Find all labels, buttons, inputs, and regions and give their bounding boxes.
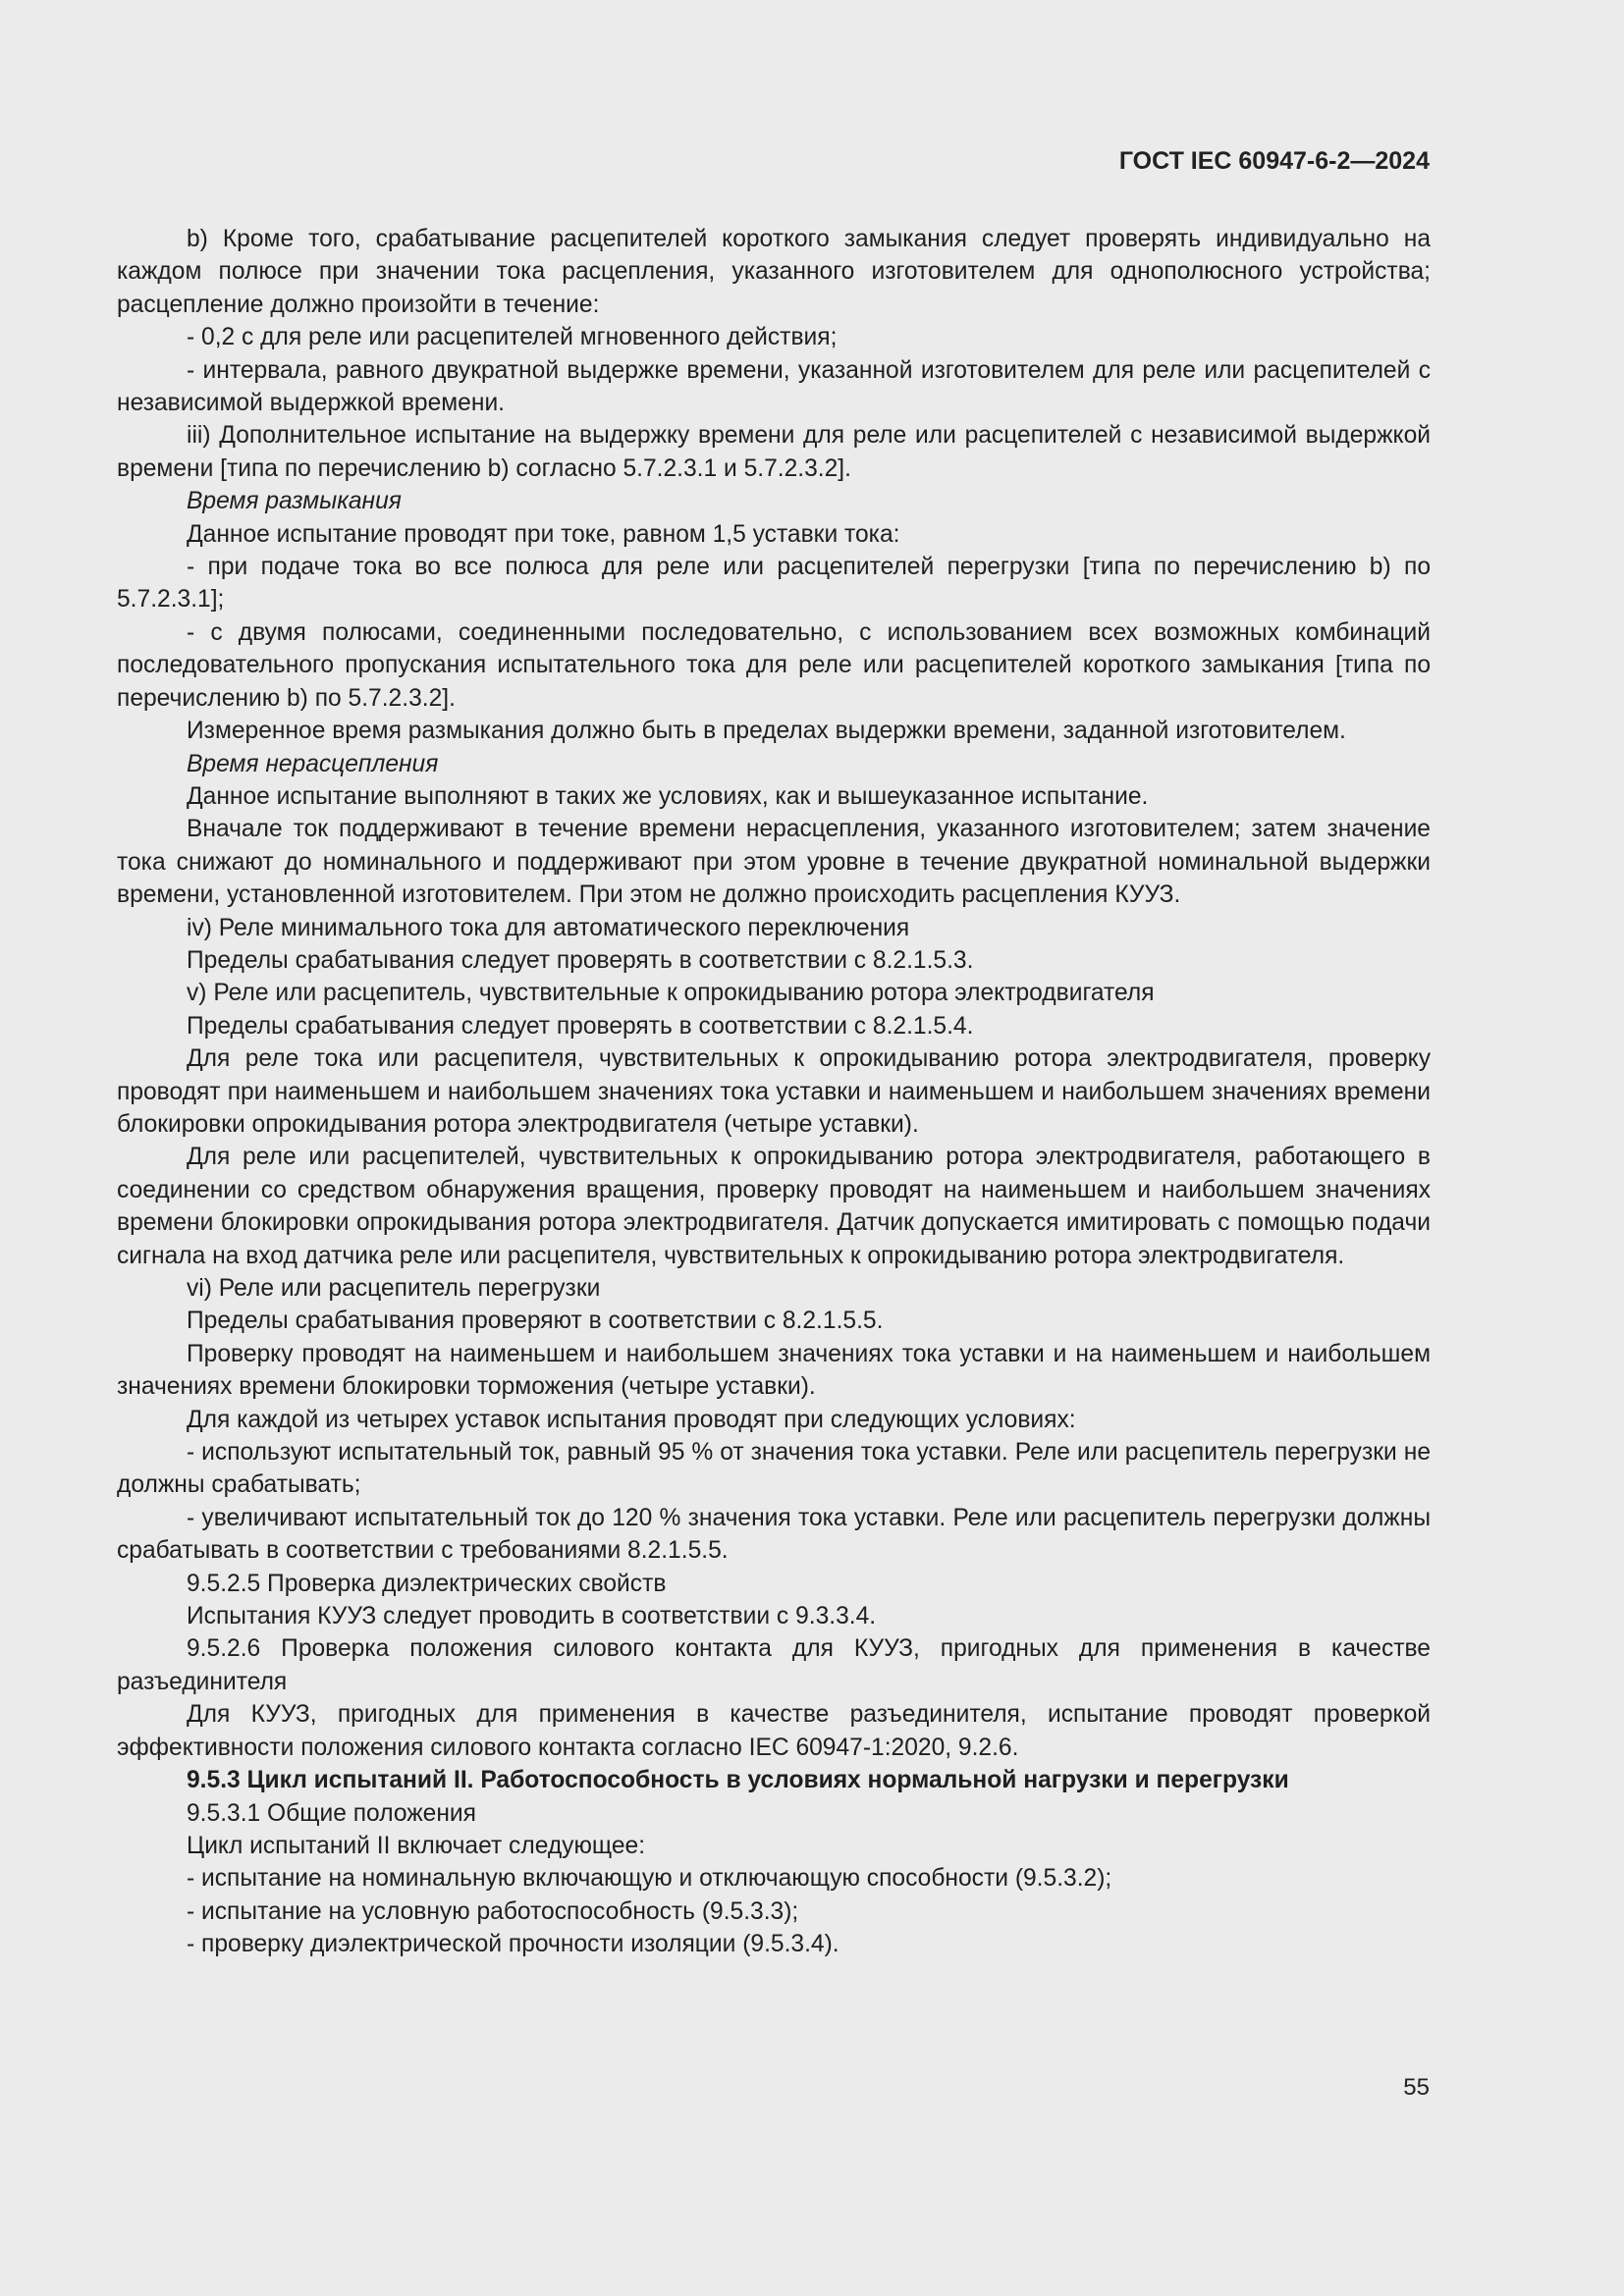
paragraph: Для реле или расцепителей, чувствительных к опрокидыванию ротора электродвигателя, работающего в соединении со средством обнаружения вращения, проверку проводят на наименьшем и наибольшем значениях времени блокировки опрокидывания ротора электродвигателя. Датчик допускается имитировать с помощью подачи сигнала на вход датчика реле или расцепителя, чувствительных к опрокидыванию ротора электродвигателя. (117, 1144, 1431, 1269)
paragraph: Пределы срабатывания проверяют в соответствии с 8.2.1.5.5. (187, 1308, 884, 1335)
paragraph: - при подаче тока во все полюса для реле или расцепителей перегрузки [типа по перечислению b) по 5.7.2.3.1]; (117, 554, 1431, 614)
paragraph: 9.5.3.1 Общие положения (187, 1799, 476, 1827)
document-body (117, 223, 1431, 1961)
paragraph: Испытания КУУЗ следует проводить в соответствии с 9.3.3.4. (187, 1603, 877, 1630)
paragraph: 9.5.3 Цикл испытаний II. Работоспособность в условиях нормальной нагрузки и перегрузки (187, 1767, 1289, 1794)
paragraph: iv) Реле минимального тока для автоматического переключения (187, 914, 910, 941)
paragraph: Пределы срабатывания следует проверять в соответствии с 8.2.1.5.3. (187, 946, 974, 974)
paragraph: - интервала, равного двукратной выдержке времени, указанной изготовителем для реле или расцепителей с независимой выдержкой времени. (117, 356, 1431, 417)
paragraph: - проверку диэлектрической прочности изоляции (9.5.3.4). (187, 1931, 839, 1958)
paragraph: Для реле тока или расцепителя, чувствительных к опрокидыванию ротора электродвигателя, проверку проводят при наименьшем и наибольшем значениях тока уставки и наименьшем и наибольшем значениях времени блокировки опрокидывания ротора электродвигателя (четыре уставки). (117, 1045, 1431, 1138)
paragraph: Время размыкания (187, 488, 402, 515)
paragraph: 9.5.2.6 Проверка положения силового контакта для КУУЗ, пригодных для применения в качестве разъединителя (117, 1635, 1431, 1695)
paragraph: Данное испытание проводят при токе, равном 1,5 уставки тока: (187, 520, 900, 548)
paragraph: v) Реле или расцепитель, чувствительные к опрокидыванию ротора электродвигателя (187, 980, 1155, 1007)
paragraph: Вначале ток поддерживают в течение времени нерасцепления, указанного изготовителем; затем значение тока снижают до номинального и поддерживают при этом уровне в течение двукратной номинальной выдержки времени, установленной изготовителем. При этом не должно происходить расцепления КУУЗ. (117, 816, 1431, 909)
paragraph: Пределы срабатывания следует проверять в соответствии с 8.2.1.5.4. (187, 1012, 974, 1040)
paragraph: Измеренное время размыкания должно быть в пределах выдержки времени, заданной изготовителем. (187, 718, 1346, 745)
paragraph: b) Кроме того, срабатывание расцепителей короткого замыкания следует проверять индивидуально на каждом полюсе при значении тока расцепления, указанного изготовителем для однополюсного устройства; расцепление должно произойти в течение: (117, 226, 1431, 318)
paragraph: - испытание на условную работоспособность (9.5.3.3); (187, 1897, 799, 1925)
paragraph: - используют испытательный ток, равный 95 % от значения тока уставки. Реле или расцепитель перегрузки не должны срабатывать; (117, 1439, 1431, 1499)
paragraph: - 0,2 с для реле или расцепителей мгновенного действия; (187, 324, 838, 351)
paragraph: Для каждой из четырех уставок испытания проводят при следующих условиях: (187, 1406, 1076, 1433)
page-number: 55 (1403, 2074, 1430, 2101)
paragraph: - увеличивают испытательный ток до 120 % значения тока уставки. Реле или расцепитель перегрузки должны срабатывать в соответствии с требованиями 8.2.1.5.5. (117, 1504, 1431, 1565)
paragraph: 9.5.2.5 Проверка диэлектрических свойств (187, 1570, 667, 1597)
paragraph: Проверку проводят на наименьшем и наибольшем значениях тока уставки и на наименьшем и наибольшем значениях времени блокировки торможения (четыре уставки). (117, 1340, 1431, 1401)
paragraph: Для КУУЗ, пригодных для применения в качестве разъединителя, испытание проводят проверкой эффективности положения силового контакта согласно IEC 60947-1:2020, 9.2.6. (117, 1701, 1431, 1761)
paragraph: Данное испытание выполняют в таких же условиях, как и вышеуказанное испытание. (187, 782, 1149, 810)
paragraph: vi) Реле или расцепитель перегрузки (187, 1275, 601, 1302)
paragraph: - с двумя полюсами, соединенными последовательно, с использованием всех возможных комбинаций последовательного пропускания испытательного тока для реле или расцепителей короткого замыкания [типа по перечислению b) по 5.7.2.3.2]. (117, 618, 1431, 712)
paragraph: - испытание на номинальную включающую и отключающую способности (9.5.3.2); (187, 1865, 1112, 1893)
paragraph: iii) Дополнительное испытание на выдержку времени для реле или расцепителей с независимой выдержкой времени [типа по перечислению b) согласно 5.7.2.3.1 и 5.7.2.3.2]. (117, 422, 1431, 482)
paragraph: Время нерасцепления (187, 750, 439, 777)
document-id-header: ГОСТ IEC 60947-6-2—2024 (1118, 147, 1430, 175)
paragraph: Цикл испытаний II включает следующее: (187, 1832, 646, 1859)
